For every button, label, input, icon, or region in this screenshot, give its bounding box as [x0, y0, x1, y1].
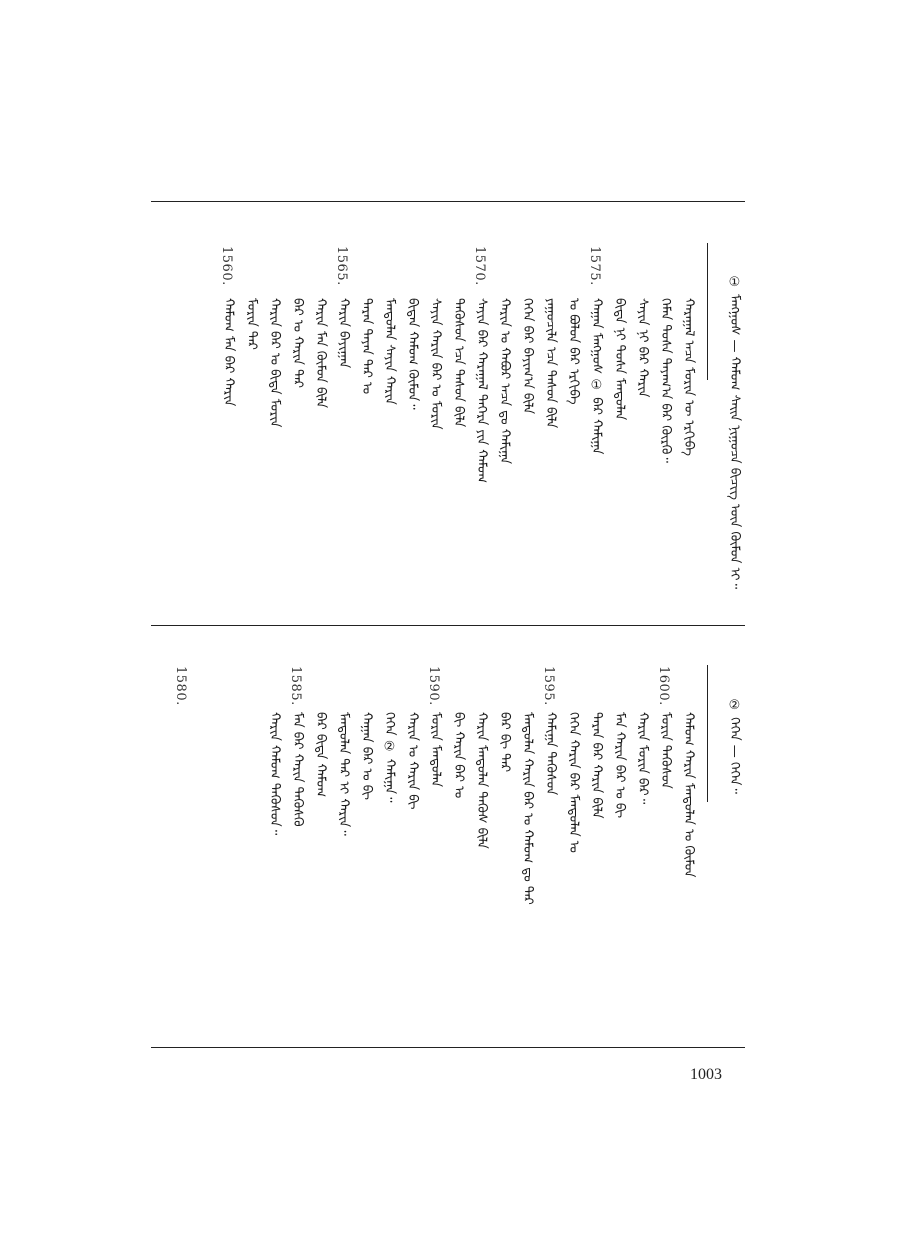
verse-line: ᠭᠡᠭᠡᠨ ᠪᠠᠷ ᠪᠠᠶᠢᠭ᠎ᠠ ᠪᠢᠯᠡ — [520, 298, 535, 415]
line-number: 1575. — [587, 246, 602, 286]
verse-line: ᠤ ᠪᠣᠯᠤᠨ ᠪᠠᠷ ᠡᠷᠬᠢᠪᠡ — [566, 298, 581, 405]
verse-line: ᠰᠠᠶᠢᠨ ᠪᠠᠷ ᠬᠠᠷᠠᠭᠠᠯ ᠳᠡᠭᠡᠷᠡ ᠶᠢᠨ ᠬᠠᠮᠤᠭ — [474, 298, 489, 483]
verse-line: ᠬᠠᠮᠢᠭᠠ ᠲᠡᠭᠦᠰᠦᠨ — [543, 712, 558, 796]
verse-line: ᠬᠠᠭᠠᠨ ᠪᠠᠷ ᠤ ᠪᠢ — [359, 712, 374, 800]
verse-line: ᠶᠠᠭᠤᠴᠢᠯᠠ ᠡᠴᠡ ᠲᠠᠰᠤᠨ ᠪᠢᠯᠡ — [543, 298, 558, 429]
verse-line: ᠮᠠᠨᠳᠤᠯᠠᠨ ᠬᠠᠷᠢᠨ ᠪᠠᠷ ᠤ ᠬᠠᠮᠤᠭ ᠳᠤ ᠲᠠᠷ — [520, 712, 535, 905]
verse-line: ᠪᠠᠷ ᠪᠢ ᠲᠠᠷ — [497, 712, 512, 773]
line-number: 1580. — [173, 666, 188, 706]
verse-line: ᠰᠠᠶᠢᠨ ᠬᠠᠷᠢᠨ ᠪᠠᠷ ᠤ ᠮᠣᠷᠢᠨ — [428, 298, 443, 430]
verse-line: ᠭᠡᠭᠡᠨ ② ᠬᠠᠮᠢᠭᠠ᠃ — [382, 712, 397, 803]
footnote-rule-top — [707, 243, 708, 380]
verse-line: ᠮᠣᠷᠢᠨ ᠮᠠᠨᠳᠤᠯᠠᠨ — [428, 712, 443, 788]
verse-line: ᠬᠠᠭᠠᠨ ᠮᠠᠩᠭᠤᠰ ① ᠪᠡᠷ ᠬᠠᠮᠢᠭᠠ — [589, 298, 604, 455]
line-number: 1590. — [426, 666, 441, 706]
footnote-2: ② ᠭᠡᠭᠡᠨ — ᠭᠡᠭᠡᠨ᠃ — [727, 698, 742, 794]
verse-line: ᠮᠣᠷᠢᠨ ᠲᠡᠭᠦᠰᠦᠨ — [658, 712, 673, 789]
verse-line: ᠬᠡᠮᠡᠨ ᠲᠤᠰᠠ ᠲᠠᠶᠠᠭ᠎ᠠ ᠪᠠᠷ ᠬᠦᠷᠬᠦ᠃ — [658, 298, 673, 463]
verse-line: ᠬᠠᠷᠢᠨ ᠮᠠᠨᠳᠤᠯᠠᠨ ᠲᠡᠭᠦᠰ ᠪᠢᠯᠡ — [474, 712, 489, 849]
verse-line: ᠪᠢ ᠬᠠᠷᠢᠨ ᠪᠠᠷ ᠤ — [451, 712, 466, 799]
verse-line: ᠬᠠᠷᠢᠨ ᠪᠠᠷ ᠤ ᠪᠢᠳᠡ ᠮᠣᠷᠢᠨ — [267, 298, 282, 428]
verse-line: ᠬᠠᠷᠠᠭᠠᠯ ᠠᠴᠠ ᠮᠣᠷᠢᠨ ᠦ ᠡᠷᠬᠢᠪᠡ — [681, 298, 696, 457]
verse-line: ᠭᠡᠭᠡᠨ ᠬᠠᠷᠢᠨ ᠪᠠᠷ ᠮᠠᠨᠳᠤᠯᠠᠨ ᠤ — [566, 712, 581, 853]
line-number: 1560. — [219, 246, 234, 286]
line-number: 1570. — [472, 246, 487, 286]
verse-line: ᠲᠡᠭᠦᠰᠦᠨ ᠡᠴᠡ ᠲᠠᠰᠤᠨ ᠪᠢᠯᠡ — [451, 298, 466, 428]
verse-line: ᠬᠠᠷᠢᠨ ᠤ ᠬᠠᠪᠤᠷ ᠠᠴᠠ ᠳᠤ ᠬᠠᠮᠢᠭᠠ — [497, 298, 512, 465]
verse-line: ᠪᠠᠷ ᠪᠢᠳᠡ ᠬᠠᠮᠤᠭ — [313, 712, 328, 798]
middle-rule — [151, 625, 745, 626]
verse-line: ᠮᠠᠨ ᠬᠠᠷᠢᠨ ᠪᠠᠷ ᠤ ᠪᠢ — [612, 712, 627, 819]
line-number: 1585. — [288, 666, 303, 706]
verse-line: ᠬᠠᠮᠤᠭ ᠬᠠᠷᠢᠨ ᠮᠠᠨᠳᠤᠯᠠᠨ ᠤ ᠬᠦᠮᠦᠨ — [681, 712, 696, 878]
bottom-rule — [151, 1047, 745, 1048]
footnote-rule-bottom — [707, 665, 708, 802]
verse-line: ᠲᠠᠷᠠᠨ ᠪᠠᠷ ᠬᠠᠷᠢᠨ ᠪᠢᠯᠡ — [589, 712, 604, 819]
verse-line: ᠪᠡᠷ ᠤ ᠬᠠᠷᠢᠨ ᠲᠠᠷ — [290, 298, 305, 389]
line-number: 1565. — [334, 246, 349, 286]
verse-line: ᠬᠠᠷᠢᠨ ᠬᠠᠮᠤᠭ ᠲᠡᠭᠦᠰᠦᠨ᠃ — [267, 712, 282, 836]
verse-line: ᠮᠠᠨᠳᠤᠯᠠᠨ ᠰᠠᠶᠢᠨ ᠬᠠᠷᠢᠨ — [382, 298, 397, 405]
verse-line: ᠬᠠᠷᠢᠨ ᠤ ᠬᠠᠷᠢᠨ ᠪᠢ — [405, 712, 420, 810]
verse-line: ᠮᠠᠨᠳᠤᠯᠠᠨ ᠲᠠᠷ ᠢ ᠬᠠᠷᠢᠨ᠃ — [336, 712, 351, 836]
verse-line: ᠮᠠᠨ ᠪᠠᠷ ᠬᠠᠷᠢᠨ ᠲᠡᠭᠦᠰᠬᠦ — [290, 712, 305, 827]
verse-line: ᠪᠢᠳᠡᠨ ᠬᠠᠮᠤᠭ ᠬᠦᠮᠦᠨ᠃ — [405, 298, 420, 410]
verse-line: ᠲᠠᠷᠠᠨ ᠲᠠᠶᠠᠨ ᠲᠠᠷ ᠤ — [359, 298, 374, 395]
footnote-1: ① ᠮᠠᠩᠭᠤᠰ — ᠬᠠᠮᠤᠭ ᠰᠠᠢᠨ ᠨᠢᠭᠤᠴᠠ ᠪᠢᠴᠢᠭ ᠦᠨ ᠬᠦᠮᠦᠨ ᠢ᠃ — [727, 275, 742, 590]
top-rule — [151, 201, 745, 202]
verse-line: ᠬᠠᠮᠤᠭ ᠮᠠᠨ ᠪᠠᠷ ᠬᠠᠷᠢᠨ — [221, 298, 236, 407]
verse-line: ᠬᠠᠷᠢᠨ ᠪᠠᠶᠢᠭᠠᠨ — [336, 298, 351, 369]
verse-line: ᠰᠠᠶᠢᠨ ᠨᠢ ᠪᠡᠷ ᠬᠠᠷᠢᠨ — [635, 298, 650, 398]
verse-line: ᠬᠠᠷᠢᠨ ᠮᠠᠨ ᠬᠦᠮᠦᠨ ᠪᠢᠯᠡ — [313, 298, 328, 409]
page-number: 1003 — [690, 1066, 722, 1083]
line-number: 1600. — [656, 666, 671, 706]
verse-line: ᠮᠣᠷᠢᠨ ᠲᠠᠷ — [244, 298, 259, 350]
verse-line: ᠪᠢᠳᠡ ᠨᠢ ᠲᠤᠰᠠ ᠮᠠᠨᠳᠤᠯᠠᠨ — [612, 298, 627, 421]
line-number: 1595. — [541, 666, 556, 706]
verse-line: ᠬᠠᠷᠢᠨ ᠮᠣᠷᠢᠨ ᠪᠠᠷ᠃ — [635, 712, 650, 805]
